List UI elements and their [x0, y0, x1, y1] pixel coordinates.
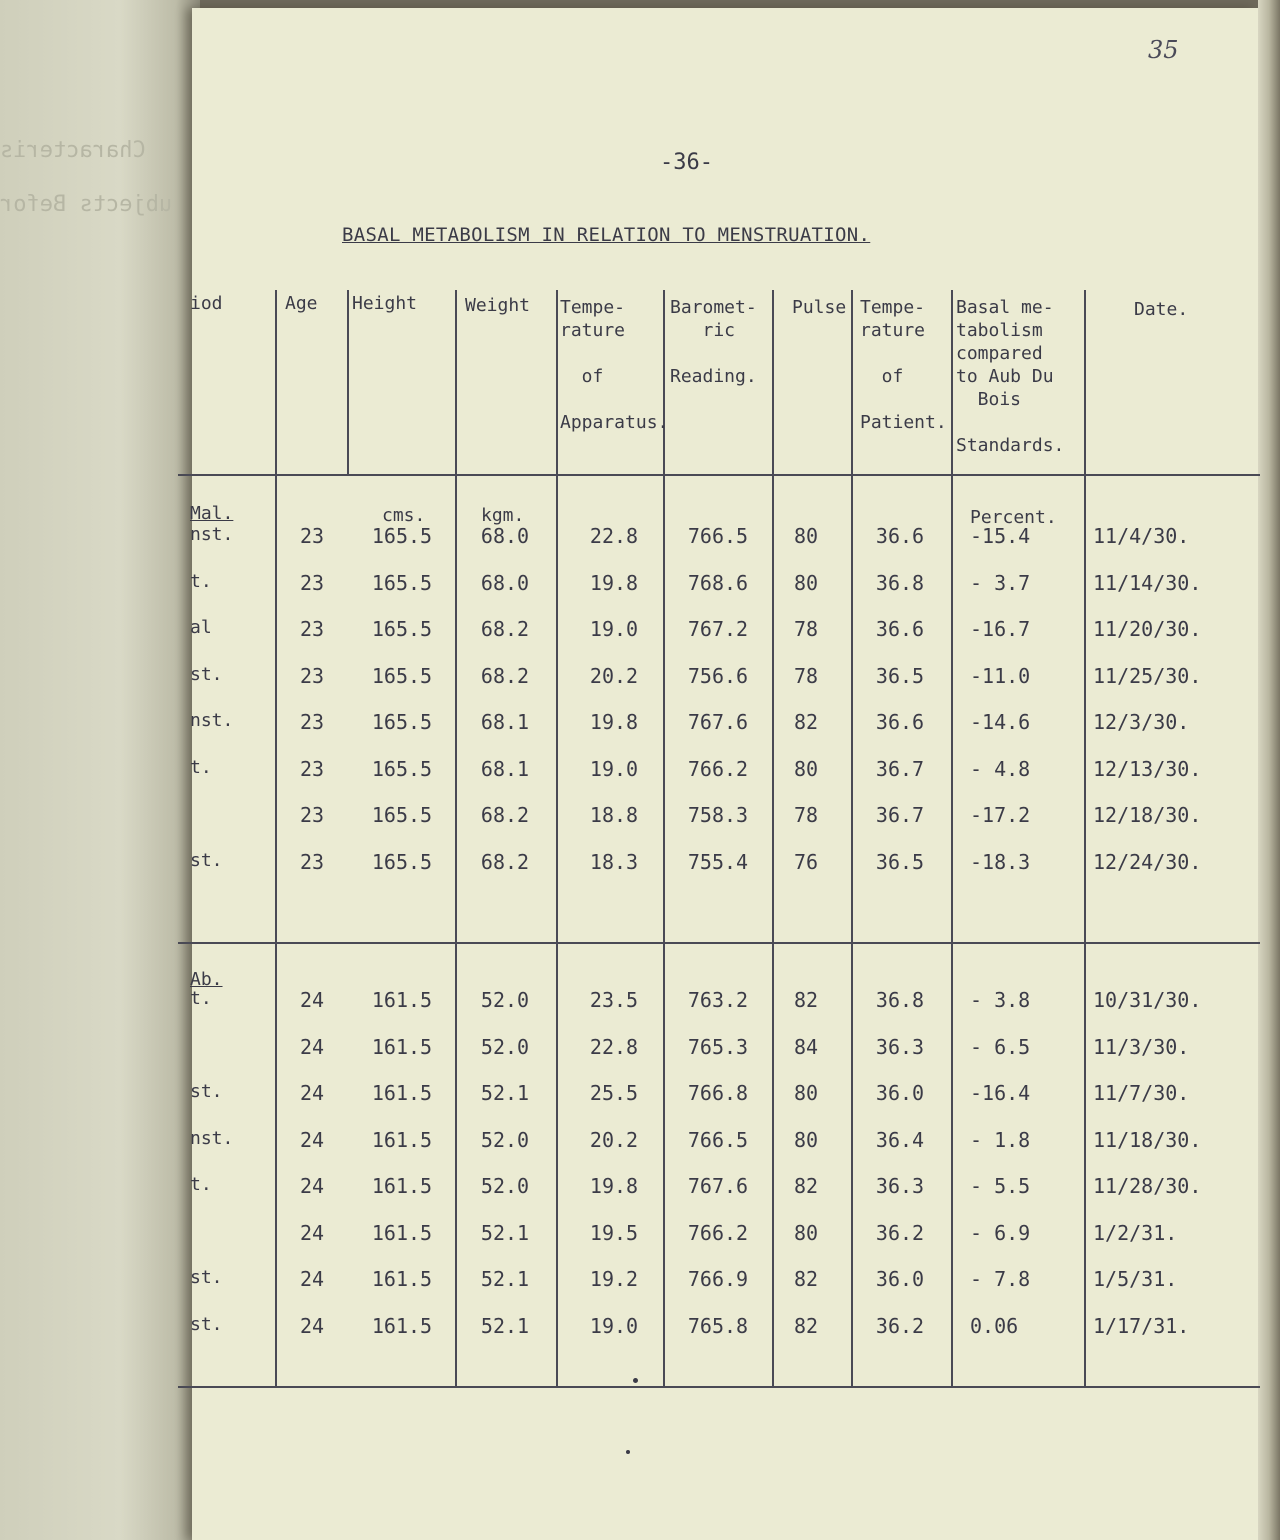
- cell-date: 11/4/30.: [1093, 524, 1190, 548]
- cell-height: 165.5: [371, 663, 433, 688]
- cell-temp-pat: 36.2: [875, 1313, 925, 1338]
- group-label: Mal.: [190, 503, 234, 524]
- cell-basal: 0.06: [970, 1313, 1019, 1338]
- cell-temp-pat: 36.0: [875, 1267, 925, 1291]
- cell-height: 165.5: [371, 524, 433, 548]
- unit-basal: Percent.: [970, 507, 1057, 528]
- cell-baro: 766.5: [687, 524, 749, 548]
- cell-period: st.: [190, 1313, 223, 1335]
- cell-temp-app: 20.2: [589, 1127, 639, 1152]
- cell-pulse: 78: [793, 617, 819, 641]
- cell-age: 23: [299, 849, 325, 874]
- cell-pulse: 82: [793, 1267, 819, 1291]
- cell-date: 10/31/30.: [1093, 988, 1202, 1012]
- cell-height: 161.5: [371, 1127, 433, 1152]
- cell-date: 11/25/30.: [1093, 663, 1202, 688]
- cell-basal: - 3.7: [970, 570, 1031, 595]
- cell-date: 11/14/30.: [1093, 570, 1202, 595]
- cell-weight: 52.0: [480, 1174, 530, 1198]
- cell-age: 23: [299, 570, 325, 595]
- book-spine: [0, 0, 200, 1540]
- page-number: -36-: [660, 150, 713, 175]
- column-rule: [347, 290, 349, 475]
- cell-temp-pat: 36.7: [875, 756, 925, 781]
- cell-height: 161.5: [371, 1313, 433, 1338]
- cell-weight: 52.0: [480, 988, 530, 1012]
- cell-age: 24: [299, 1127, 325, 1152]
- cell-basal: - 4.8: [970, 756, 1031, 781]
- cell-temp-app: 23.5: [589, 988, 639, 1012]
- cell-height: 161.5: [371, 1220, 433, 1245]
- cell-weight: 68.2: [480, 803, 530, 827]
- cell-pulse: 82: [793, 988, 819, 1012]
- cell-height: 161.5: [371, 1034, 433, 1059]
- header-pulse: Pulse: [792, 297, 847, 318]
- cell-date: 12/24/30.: [1093, 849, 1202, 874]
- cell-temp-app: 22.8: [589, 524, 639, 548]
- cell-baro: 765.8: [687, 1313, 749, 1338]
- cell-weight: 68.2: [480, 617, 530, 641]
- cell-pulse: 78: [793, 663, 819, 688]
- cell-height: 165.5: [371, 756, 433, 781]
- cell-height: 161.5: [371, 1081, 433, 1105]
- cell-temp-app: 25.5: [589, 1081, 639, 1105]
- cell-baro: 767.2: [687, 617, 749, 641]
- cell-temp-pat: 36.2: [875, 1220, 925, 1245]
- cell-age: 24: [299, 1034, 325, 1059]
- cell-age: 24: [299, 1220, 325, 1245]
- cell-period: t.: [190, 756, 212, 778]
- cell-baro: 767.6: [687, 1174, 749, 1198]
- cell-date: 1/17/31.: [1093, 1313, 1190, 1338]
- cell-age: 23: [299, 756, 325, 781]
- cell-age: 23: [299, 524, 325, 548]
- cell-weight: 52.1: [480, 1220, 530, 1245]
- cell-pulse: 76: [793, 849, 819, 874]
- document-title: BASAL METABOLISM IN RELATION TO MENSTRUATION.: [342, 224, 871, 246]
- cell-date: 11/28/30.: [1093, 1174, 1202, 1198]
- cell-date: 12/18/30.: [1093, 803, 1202, 827]
- cell-period: st.: [190, 1081, 223, 1102]
- header-barometric: Baromet- ric Reading.: [670, 297, 757, 387]
- cell-period: t.: [190, 988, 212, 1009]
- cell-pulse: 80: [793, 1220, 819, 1245]
- cell-temp-pat: 36.3: [875, 1034, 925, 1059]
- cell-weight: 68.0: [480, 570, 530, 595]
- cell-basal: -18.3: [970, 849, 1031, 874]
- cell-temp-pat: 36.5: [875, 849, 925, 874]
- ink-dot: [633, 1378, 638, 1383]
- cell-date: 1/5/31.: [1093, 1267, 1178, 1291]
- cell-pulse: 78: [793, 803, 819, 827]
- cell-height: 165.5: [371, 803, 433, 827]
- cell-height: 165.5: [371, 849, 433, 874]
- cell-baro: 766.5: [687, 1127, 749, 1152]
- table-bottom-rule: [178, 1386, 1260, 1388]
- column-rule: [1084, 290, 1086, 1388]
- cell-age: 23: [299, 663, 325, 688]
- cell-temp-app: 18.8: [589, 803, 639, 827]
- cell-temp-app: 19.8: [589, 570, 639, 595]
- page-edge: [1258, 0, 1280, 1540]
- unit-weight: kgm.: [481, 505, 525, 526]
- cell-basal: -16.4: [970, 1081, 1031, 1105]
- cell-temp-pat: 36.8: [875, 988, 925, 1012]
- cell-pulse: 80: [793, 756, 819, 781]
- cell-baro: 758.3: [687, 803, 749, 827]
- cell-date: 11/3/30.: [1093, 1034, 1190, 1059]
- cell-weight: 68.1: [480, 756, 530, 781]
- cell-date: 12/13/30.: [1093, 756, 1202, 781]
- cell-weight: 52.1: [480, 1081, 530, 1105]
- cell-date: 11/18/30.: [1093, 1127, 1202, 1152]
- cell-temp-app: 19.5: [589, 1220, 639, 1245]
- cell-height: 161.5: [371, 1174, 433, 1198]
- cell-basal: -11.0: [970, 663, 1031, 688]
- cell-basal: - 3.8: [970, 988, 1031, 1012]
- cell-baro: 755.4: [687, 849, 749, 874]
- cell-temp-pat: 36.6: [875, 617, 925, 641]
- bleed-through-text: ubjects Befor: [0, 192, 173, 217]
- cell-basal: - 6.5: [970, 1034, 1031, 1059]
- cell-weight: 68.0: [480, 524, 530, 548]
- cell-weight: 68.2: [480, 849, 530, 874]
- cell-weight: 52.1: [480, 1267, 530, 1291]
- cell-temp-pat: 36.0: [875, 1081, 925, 1105]
- cell-basal: -15.4: [970, 524, 1031, 548]
- cell-baro: 765.3: [687, 1034, 749, 1059]
- header-age: Age: [285, 293, 318, 314]
- header-weight: Weight: [465, 295, 531, 316]
- cell-age: 24: [299, 988, 325, 1012]
- cell-age: 24: [299, 1267, 325, 1291]
- cell-period: t.: [190, 1174, 212, 1195]
- cell-temp-app: 18.3: [589, 849, 639, 874]
- cell-pulse: 82: [793, 1174, 819, 1198]
- cell-temp-pat: 36.5: [875, 663, 925, 688]
- cell-baro: 766.9: [687, 1267, 749, 1291]
- cell-age: 23: [299, 617, 325, 641]
- cell-weight: 52.0: [480, 1127, 530, 1152]
- cell-temp-app: 19.0: [589, 1313, 639, 1338]
- cell-period: t.: [190, 570, 212, 592]
- cell-pulse: 80: [793, 1081, 819, 1105]
- cell-basal: -17.2: [970, 803, 1031, 827]
- cell-baro: 768.6: [687, 570, 749, 595]
- cell-basal: - 6.9: [970, 1220, 1031, 1245]
- header-rule: [178, 474, 1260, 476]
- cell-basal: - 7.8: [970, 1267, 1031, 1291]
- cell-date: 12/3/30.: [1093, 710, 1190, 734]
- cell-period: st.: [190, 1267, 223, 1288]
- cell-age: 23: [299, 710, 325, 734]
- header-period: iod: [190, 293, 223, 314]
- cell-pulse: 80: [793, 524, 819, 548]
- cell-temp-app: 19.2: [589, 1267, 639, 1291]
- unit-height: cms.: [382, 505, 426, 526]
- cell-period: nst.: [190, 524, 234, 545]
- cell-temp-pat: 36.4: [875, 1127, 925, 1152]
- cell-pulse: 82: [793, 710, 819, 734]
- cell-period: st.: [190, 663, 223, 685]
- cell-date: 1/2/31.: [1093, 1220, 1178, 1245]
- handwritten-page-mark: 35: [1148, 36, 1179, 64]
- cell-period: st.: [190, 849, 223, 871]
- cell-basal: - 5.5: [970, 1174, 1031, 1198]
- cell-date: 11/7/30.: [1093, 1081, 1190, 1105]
- cell-temp-pat: 36.6: [875, 710, 925, 734]
- cell-temp-pat: 36.3: [875, 1174, 925, 1198]
- cell-basal: - 1.8: [970, 1127, 1031, 1152]
- cell-height: 165.5: [371, 570, 433, 595]
- cell-basal: -14.6: [970, 710, 1031, 734]
- cell-age: 24: [299, 1313, 325, 1338]
- cell-age: 23: [299, 803, 325, 827]
- group-label: Ab.: [190, 969, 223, 990]
- cell-height: 161.5: [371, 988, 433, 1012]
- cell-baro: 763.2: [687, 988, 749, 1012]
- cell-baro: 766.8: [687, 1081, 749, 1105]
- cell-temp-app: 20.2: [589, 663, 639, 688]
- cell-height: 161.5: [371, 1267, 433, 1291]
- cell-temp-pat: 36.7: [875, 803, 925, 827]
- cell-period: al: [190, 617, 212, 638]
- cell-weight: 52.1: [480, 1313, 530, 1338]
- cell-age: 24: [299, 1081, 325, 1105]
- header-temp-apparatus: Tempe- rature of Apparatus.: [560, 297, 669, 433]
- cell-temp-pat: 36.8: [875, 570, 925, 595]
- header-date: Date.: [1134, 299, 1189, 320]
- cell-pulse: 84: [793, 1034, 819, 1059]
- header-height: Height: [352, 293, 418, 314]
- cell-temp-app: 22.8: [589, 1034, 639, 1059]
- group-divider-rule: [178, 942, 1260, 944]
- header-temp-patient: Tempe- rature of Patient.: [860, 297, 947, 433]
- ink-dot: [626, 1450, 630, 1454]
- cell-temp-app: 19.8: [589, 710, 639, 734]
- cell-pulse: 82: [793, 1313, 819, 1338]
- cell-period: nst.: [190, 710, 234, 731]
- cell-weight: 52.0: [480, 1034, 530, 1059]
- cell-baro: 756.6: [687, 663, 749, 688]
- cell-temp-app: 19.0: [589, 756, 639, 781]
- cell-age: 24: [299, 1174, 325, 1198]
- cell-pulse: 80: [793, 1127, 819, 1152]
- cell-weight: 68.1: [480, 710, 530, 734]
- cell-baro: 767.6: [687, 710, 749, 734]
- cell-baro: 766.2: [687, 756, 749, 781]
- bleed-through-text: Characteris: [0, 138, 146, 163]
- cell-period: nst.: [190, 1127, 234, 1149]
- cell-pulse: 80: [793, 570, 819, 595]
- cell-weight: 68.2: [480, 663, 530, 688]
- cell-date: 11/20/30.: [1093, 617, 1202, 641]
- cell-height: 165.5: [371, 710, 433, 734]
- header-basal-metabolism: Basal me- tabolism compared to Aub Du Bois Standards.: [956, 297, 1065, 456]
- cell-basal: -16.7: [970, 617, 1031, 641]
- cell-temp-pat: 36.6: [875, 524, 925, 548]
- cell-baro: 766.2: [687, 1220, 749, 1245]
- cell-height: 165.5: [371, 617, 433, 641]
- cell-temp-app: 19.0: [589, 617, 639, 641]
- cell-temp-app: 19.8: [589, 1174, 639, 1198]
